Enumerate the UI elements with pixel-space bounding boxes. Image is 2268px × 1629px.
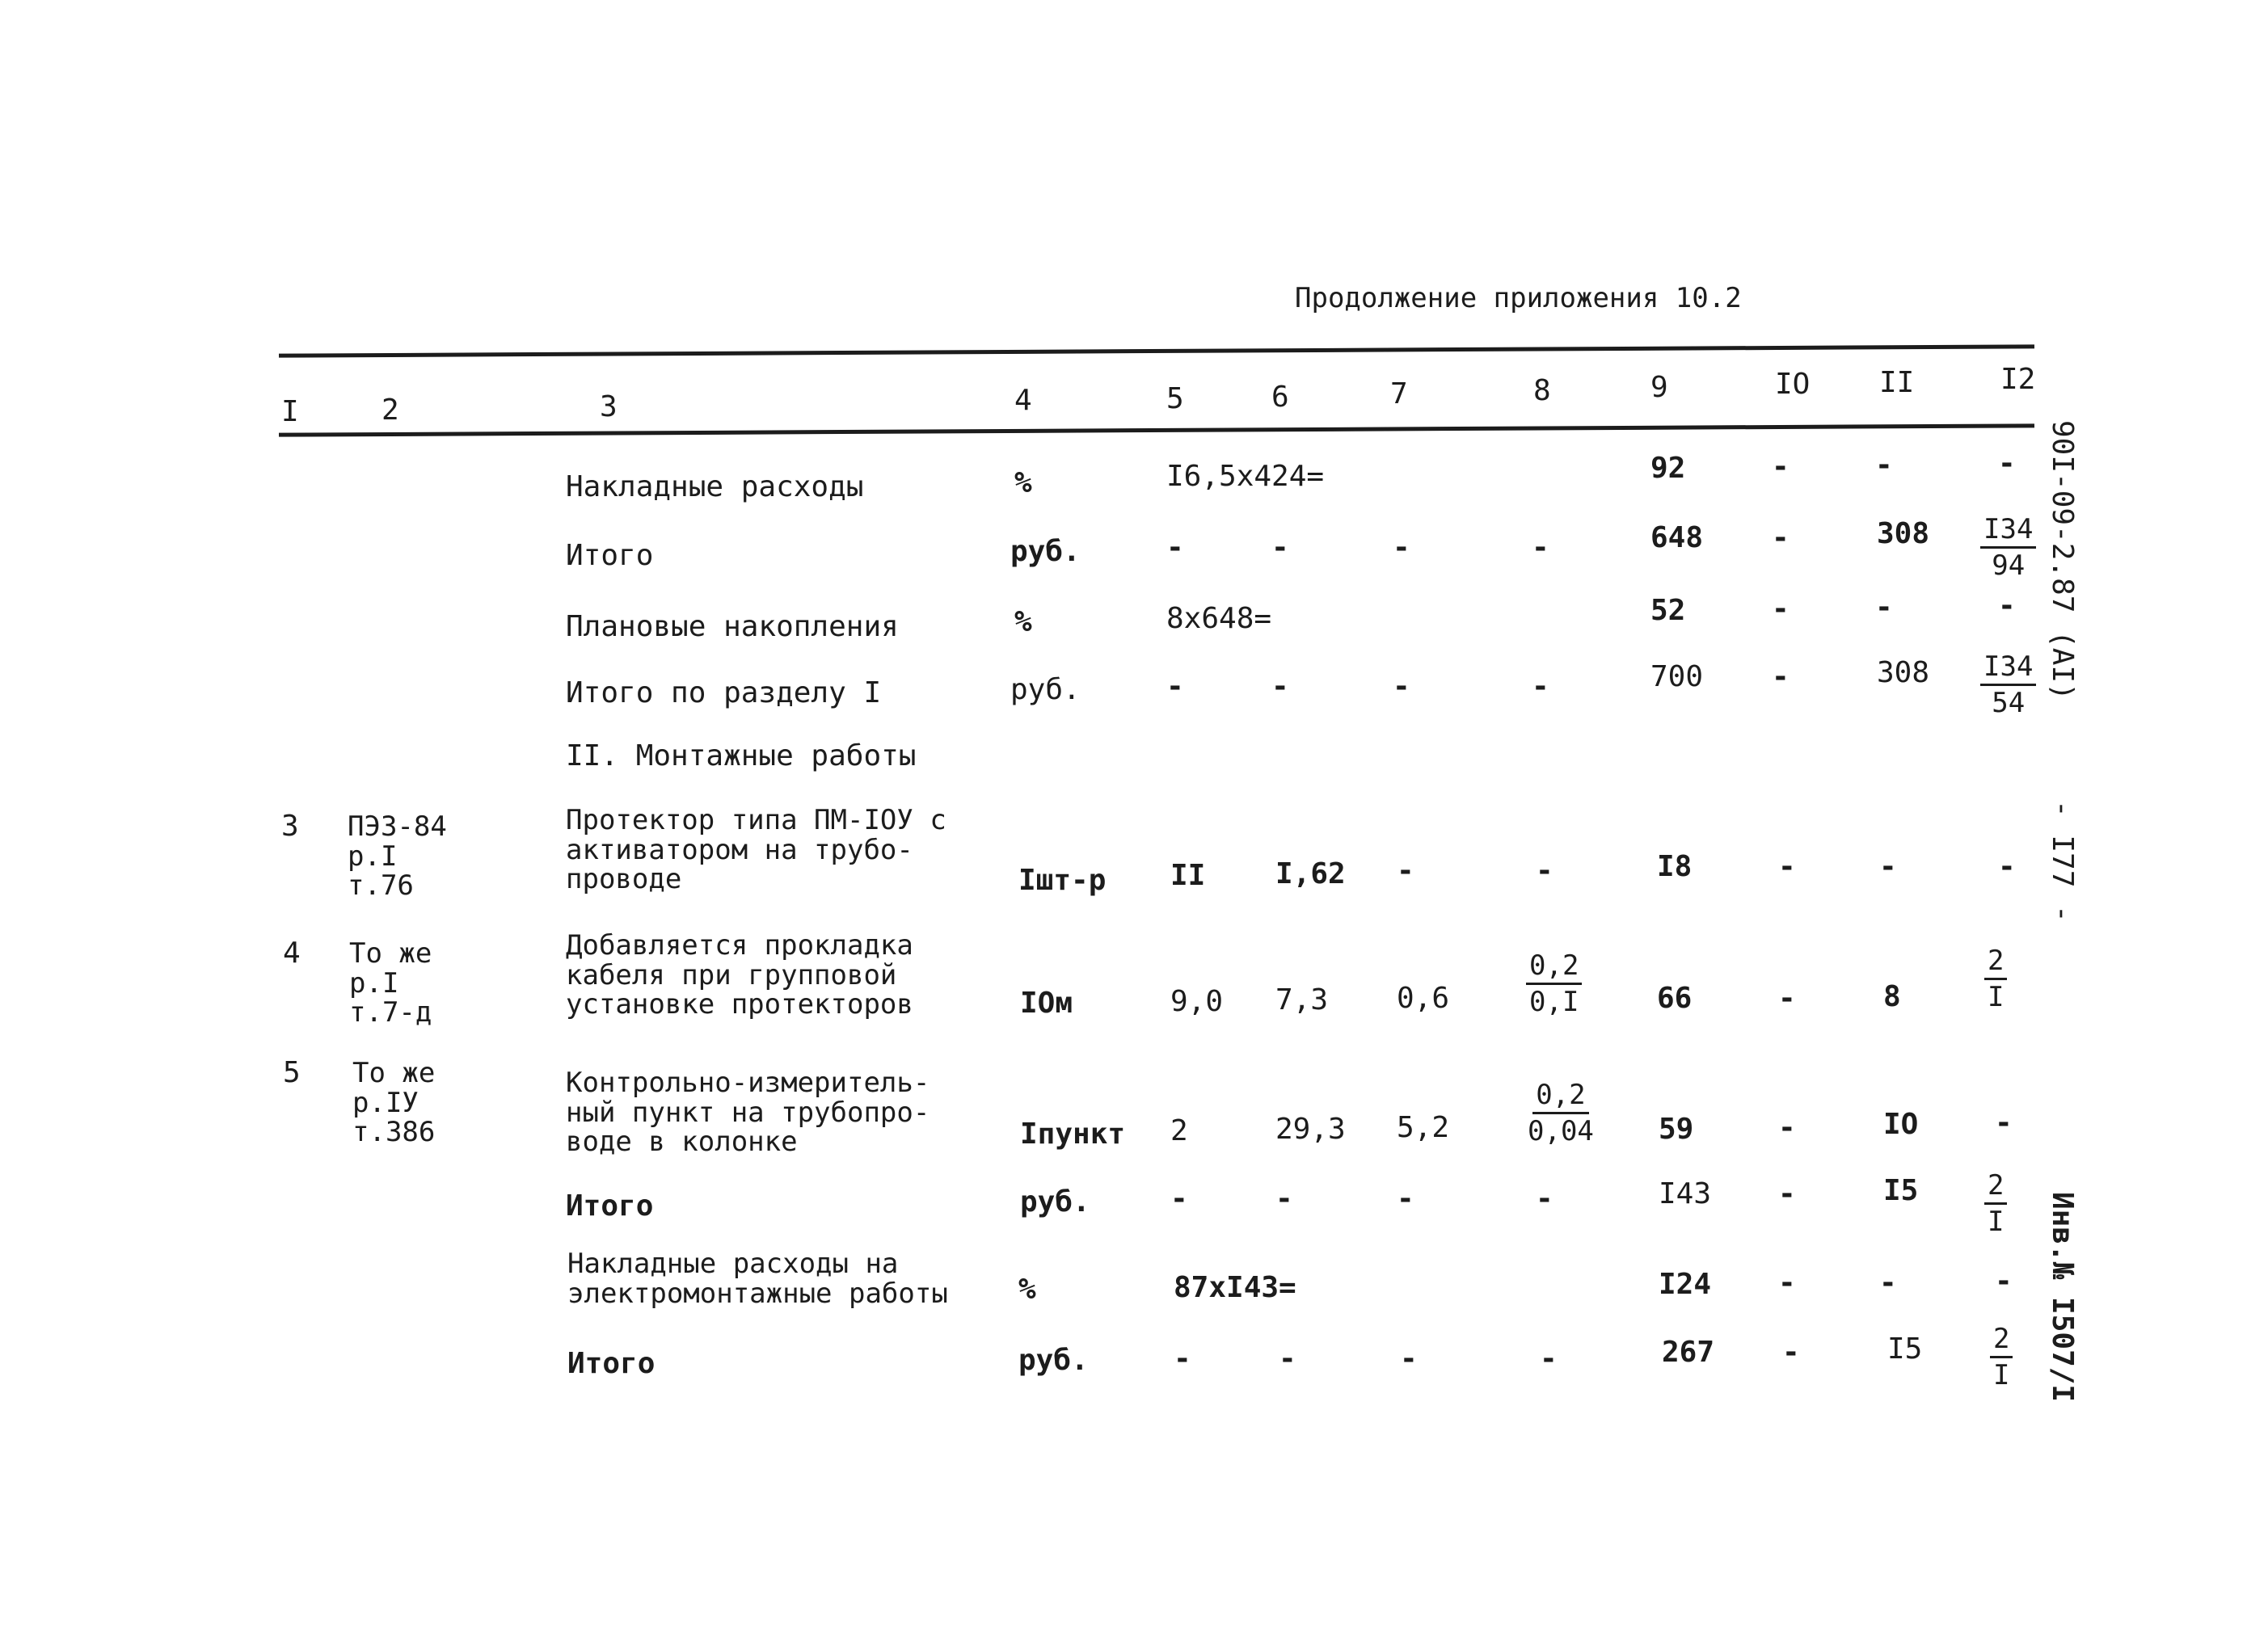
row7-col11: IO <box>1883 1108 1919 1141</box>
row2-col9: 52 <box>1650 594 1686 627</box>
col-header-4: 4 <box>1014 384 1032 417</box>
row7-col12: - <box>1995 1106 2013 1139</box>
row7-col5: 2 <box>1170 1114 1188 1147</box>
row9-col12: - <box>1995 1265 2013 1298</box>
margin-page-number: - I77 - <box>2046 800 2079 923</box>
row10-unit: руб. <box>1018 1344 1089 1377</box>
row8-col9: I43 <box>1659 1177 1712 1210</box>
row3-col12-denominator: 54 <box>1992 687 2026 719</box>
row5-description: Протектор типа ПМ-IOУ с активатором на трубо- проводе <box>566 804 946 896</box>
row5-col10: - <box>1778 850 1796 883</box>
row6-col12-denominator: I <box>1988 981 2005 1013</box>
row7-col8-fraction <box>1528 1081 1594 1145</box>
row0-name: Накладные расходы <box>566 470 864 503</box>
row6-col11: 8 <box>1883 980 1901 1013</box>
row1-col8: - <box>1532 531 1549 564</box>
row3-col9: 700 <box>1650 660 1704 693</box>
row0-col11: - <box>1875 448 1893 482</box>
row10-col12-denominator: I <box>1993 1359 2010 1391</box>
row6-col9: 66 <box>1657 982 1693 1015</box>
row8-col5: - <box>1170 1182 1188 1215</box>
margin-inventory-number: Инв.№ I507/I <box>2046 1192 2079 1403</box>
row2-col12: - <box>1998 589 2016 622</box>
row9-col9: I24 <box>1659 1268 1712 1301</box>
row3-col12-fraction <box>1980 650 2036 719</box>
row0-col9: 92 <box>1650 452 1686 485</box>
row9-col10: - <box>1778 1266 1796 1299</box>
row1-col7: - <box>1393 531 1410 564</box>
row1-col6: - <box>1271 531 1289 564</box>
row1-col12-numerator: I34 <box>1980 516 2036 549</box>
row9-description: Накладные расходы на электромонтажные работы <box>567 1248 948 1310</box>
row1-col12-denominator: 94 <box>1992 549 2026 582</box>
row6-col8-fraction <box>1526 949 1582 1018</box>
row10-col7: - <box>1400 1342 1418 1375</box>
row5-col7: - <box>1397 854 1414 887</box>
col-header-9: 9 <box>1650 371 1668 404</box>
row1-col11: 308 <box>1877 517 1930 550</box>
row3-col11: 308 <box>1877 656 1930 689</box>
row6-col7: 0,6 <box>1397 982 1450 1015</box>
row8-col7: - <box>1397 1182 1414 1215</box>
col-header-2: 2 <box>382 394 399 427</box>
row5-col12: - <box>1998 850 2016 883</box>
row8-unit: руб. <box>1020 1185 1090 1219</box>
row6-reference: То же р.I т.7-д <box>349 937 432 1029</box>
row2-col10: - <box>1772 592 1790 625</box>
row1-col9: 648 <box>1650 521 1704 554</box>
row8-col8: - <box>1536 1182 1553 1215</box>
row3-col12-numerator: I34 <box>1980 653 2036 686</box>
row5-col8: - <box>1536 854 1553 887</box>
row7-col6: 29,3 <box>1275 1113 1346 1146</box>
row5-col9: I8 <box>1657 850 1693 883</box>
row9-col11: - <box>1879 1266 1897 1299</box>
row7-description: Контрольно-измеритель- ный пункт на трубопро- воде в колонке <box>566 1067 930 1159</box>
row6-description: Добавляется прокладка кабеля при групповой установке протекторов <box>566 929 913 1021</box>
row3-col5: - <box>1166 670 1184 703</box>
row5-col11: - <box>1879 850 1897 883</box>
row2-unit: % <box>1014 605 1032 638</box>
col-header-8: 8 <box>1533 374 1551 407</box>
col-header-11: II <box>1879 366 1915 399</box>
row8-col11: I5 <box>1883 1174 1919 1207</box>
row0-unit: % <box>1014 466 1032 499</box>
col-header-10: IO <box>1775 368 1811 401</box>
row1-col12-fraction <box>1980 513 2036 582</box>
row6-col8-denominator: 0,I <box>1529 986 1579 1018</box>
row5-col5: II <box>1170 859 1206 892</box>
row0-formula: I6,5x424= <box>1166 460 1325 493</box>
row3-col8: - <box>1532 670 1549 703</box>
margin-doc-code: 90I-09-2.87 (AI) <box>2046 420 2079 701</box>
row7-col8-numerator: 0,2 <box>1532 1081 1588 1114</box>
row10-col8: - <box>1540 1342 1558 1375</box>
section-ii-heading: II. Монтажные работы <box>566 739 917 772</box>
row2-col11: - <box>1875 591 1893 624</box>
table-top-rule <box>279 344 2034 357</box>
row9-unit: % <box>1018 1273 1036 1306</box>
row5-col6: I,62 <box>1275 857 1346 890</box>
row8-col12-denominator: I <box>1988 1206 2005 1238</box>
row10-col12-fraction <box>1990 1325 2013 1389</box>
row10-col10: - <box>1782 1336 1800 1369</box>
row10-col12-numerator: 2 <box>1990 1325 2013 1358</box>
col-header-6: 6 <box>1271 381 1289 414</box>
row8-col12-fraction <box>1984 1169 2007 1238</box>
row1-col5: - <box>1166 531 1184 564</box>
row6-unit: IOм <box>1020 987 1073 1020</box>
row7-col7: 5,2 <box>1397 1111 1450 1144</box>
col-header-12: I2 <box>2000 363 2036 396</box>
row8-col6: - <box>1275 1182 1293 1215</box>
col-header-1: I <box>281 395 299 428</box>
row6-col8-numerator: 0,2 <box>1526 952 1582 985</box>
row10-col5: - <box>1174 1342 1191 1375</box>
page-header-title: Продолжение приложения 10.2 <box>1295 282 1742 314</box>
row7-unit: Iпункт <box>1020 1118 1126 1151</box>
row7-number: 5 <box>283 1056 301 1089</box>
row3-unit: руб. <box>1010 673 1081 706</box>
row6-col12-fraction <box>1984 947 2007 1011</box>
row3-col7: - <box>1393 670 1410 703</box>
col-header-5: 5 <box>1166 382 1184 415</box>
row7-col9: 59 <box>1659 1113 1694 1146</box>
row0-col10: - <box>1772 450 1790 483</box>
row6-col5: 9,0 <box>1170 985 1224 1018</box>
row5-number: 3 <box>281 810 299 843</box>
row8-col10: - <box>1778 1177 1796 1210</box>
row5-reference: ПЭЗ-84 р.I т.76 <box>348 810 447 903</box>
row10-col11: I5 <box>1887 1332 1923 1366</box>
row10-col9: 267 <box>1662 1336 1715 1369</box>
row10-col6: - <box>1279 1342 1296 1375</box>
row3-col10: - <box>1772 660 1790 693</box>
row6-col6: 7,3 <box>1275 983 1329 1017</box>
row0-col12: - <box>1998 447 2016 480</box>
col-header-3: 3 <box>600 390 618 423</box>
row9-formula: 87xI43= <box>1174 1271 1296 1304</box>
row8-name: Итого <box>566 1189 654 1223</box>
row10-name: Итого <box>567 1347 656 1380</box>
row2-name: Плановые накопления <box>566 610 899 643</box>
row1-unit: руб. <box>1010 535 1081 568</box>
row2-formula: 8x648= <box>1166 602 1272 635</box>
row1-name: Итого <box>566 539 654 572</box>
row6-col12-numerator: 2 <box>1984 947 2007 980</box>
row3-name: Итого по разделу I <box>566 676 882 709</box>
row7-col8-denominator: 0,04 <box>1528 1115 1594 1147</box>
row8-col12-numerator: 2 <box>1984 1172 2007 1205</box>
col-header-7: 7 <box>1390 377 1408 410</box>
row1-col10: - <box>1772 521 1790 554</box>
row7-col10: - <box>1778 1111 1796 1144</box>
row6-number: 4 <box>283 937 301 970</box>
row6-col10: - <box>1778 982 1796 1015</box>
table-header-bottom-rule <box>279 423 2034 436</box>
row7-reference: То же р.IУ т.386 <box>352 1057 436 1149</box>
row3-col6: - <box>1271 670 1289 703</box>
row5-unit: Iшт-р <box>1018 864 1107 897</box>
